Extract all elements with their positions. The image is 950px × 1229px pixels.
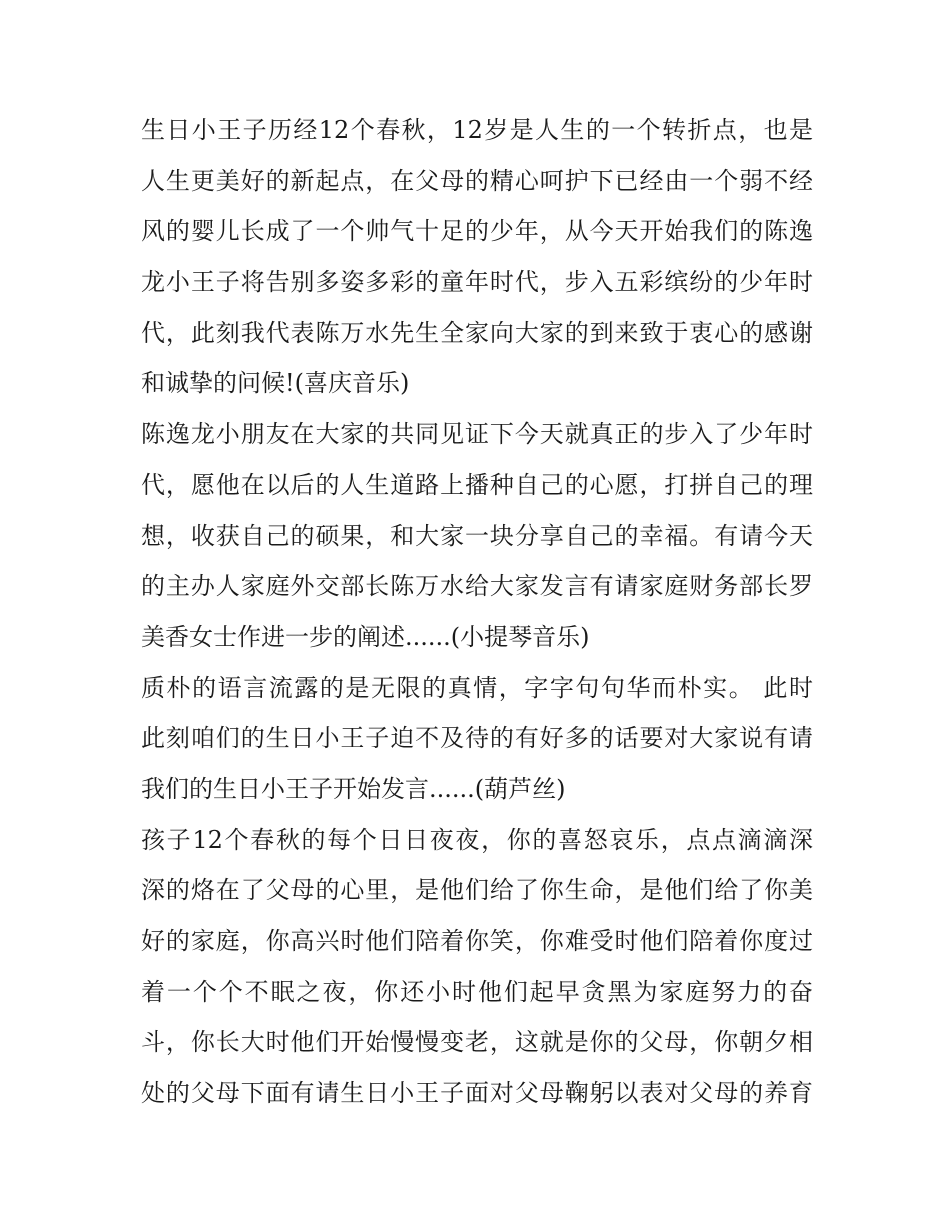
text-line: 想，收获自己的硕果，和大家一块分享自己的幸福。有请今天: [141, 521, 813, 550]
text-line: 风的婴儿长成了一个帅气十足的少年，从今天开始我们的陈逸: [141, 217, 813, 246]
text-line: 龙小王子将告别多姿多彩的童年时代，步入五彩缤纷的少年时: [141, 268, 813, 297]
text-line: 着一个个不眠之夜，你还小时他们起早贪黑为家庭努力的奋: [141, 977, 813, 1006]
text-line: 此刻咱们的生日小王子迫不及待的有好多的话要对大家说有请: [141, 724, 813, 753]
text-line: 处的父母下面有请生日小王子面对父母鞠躬以表对父母的养育: [141, 1079, 813, 1108]
text-line: 好的家庭，你高兴时他们陪着你笑，你难受时他们陪着你度过: [141, 927, 813, 955]
text-line: 的主办人家庭外交部长陈万水给大家发言有请家庭财务部长罗: [141, 572, 813, 601]
text-line: 质朴的语言流露的是无限的真情，字字句句华而朴实。 此时: [141, 673, 813, 702]
text-line: 我们的生日小王子开始发言......(葫芦丝): [141, 774, 566, 803]
text-line: 生日小王子历经12个春秋，12岁是人生的一个转折点，也是: [141, 116, 813, 144]
text-line: 孩子12个春秋的每个日日夜夜，你的喜怒哀乐，点点滴滴深: [141, 825, 813, 854]
text-line: 代，愿他在以后的人生道路上播种自己的心愿，打拼自己的理: [141, 470, 813, 499]
text-line: 美香女士作进一步的阐述......(小提琴音乐): [141, 622, 590, 651]
text-line: 深的烙在了父母的心里，是他们给了你生命，是他们给了你美: [141, 876, 813, 905]
text-line: 斗，你长大时他们开始慢慢变老，这就是你的父母，你朝夕相: [141, 1028, 813, 1057]
text-line: 和诚挚的问候!(喜庆音乐): [141, 369, 410, 398]
document-body: [141, 105, 813, 1119]
text-line: 代，此刻我代表陈万水先生全家向大家的到来致于衷心的感谢: [141, 318, 813, 347]
text-line: 人生更美好的新起点，在父母的精心呵护下已经由一个弱不经: [141, 166, 813, 195]
text-line: 陈逸龙小朋友在大家的共同见证下今天就真正的步入了少年时: [141, 420, 813, 449]
